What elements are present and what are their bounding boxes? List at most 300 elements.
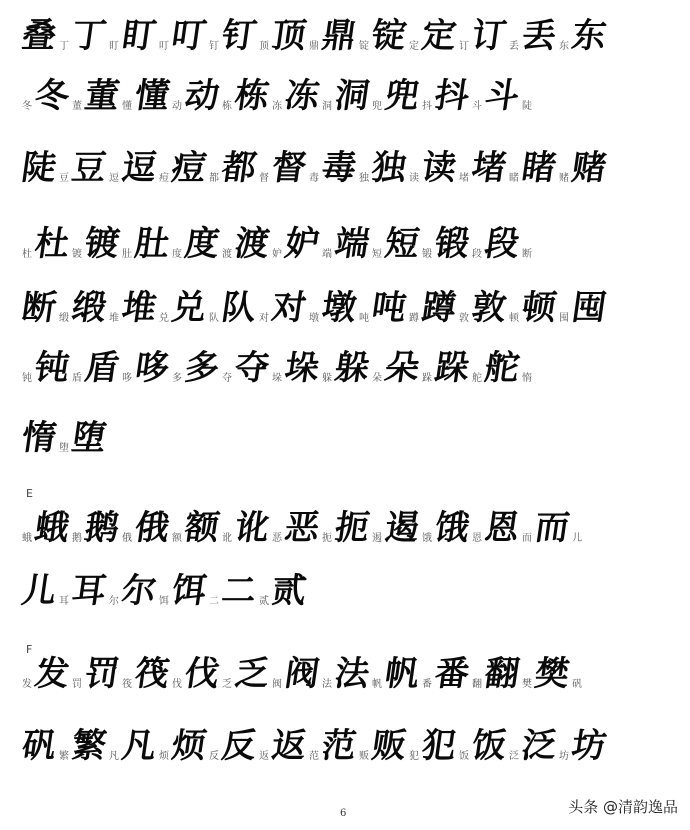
cursive-character: 蹲 xyxy=(419,288,458,328)
character-pair xyxy=(169,571,222,611)
character-pair xyxy=(382,508,435,548)
character-row xyxy=(19,288,682,328)
cursive-character: 发 xyxy=(32,654,71,694)
character-pair xyxy=(519,16,572,56)
character-pair xyxy=(482,224,535,264)
standard-character-label: 抖 xyxy=(422,101,432,112)
standard-character-label: 耳 xyxy=(59,596,69,607)
standard-character-label: 翻 xyxy=(472,679,482,690)
character-pair xyxy=(232,224,285,264)
page-number: 6 xyxy=(340,808,347,819)
character-pair xyxy=(132,654,185,694)
standard-character-label: 痘 xyxy=(159,173,169,184)
standard-character-label: 帆 xyxy=(372,679,382,690)
character-pair xyxy=(419,16,472,56)
character-row xyxy=(22,78,682,114)
cursive-character: 堵 xyxy=(469,148,508,188)
standard-character-label: 番 xyxy=(422,679,432,690)
cursive-character: 兜 xyxy=(382,76,421,116)
standard-character-label: 鹅 xyxy=(72,533,82,544)
cursive-character: 肚 xyxy=(132,224,171,264)
character-row xyxy=(19,418,682,458)
character-pair xyxy=(282,348,335,388)
standard-character-label: 栋 xyxy=(222,101,232,112)
cursive-character: 范 xyxy=(319,726,358,766)
cursive-character: 额 xyxy=(182,508,221,548)
standard-character-label: 俄 xyxy=(122,533,132,544)
cursive-character: 赌 xyxy=(569,148,608,188)
cursive-character: 耳 xyxy=(69,571,108,611)
character-pair xyxy=(382,76,435,116)
standard-character-label: 堕 xyxy=(59,443,69,454)
character-pair xyxy=(332,508,385,548)
character-pair xyxy=(469,16,522,56)
cursive-character: 东 xyxy=(569,16,608,56)
character-pair xyxy=(432,224,485,264)
standard-character-label: 二 xyxy=(209,596,219,607)
character-pair xyxy=(132,508,185,548)
cursive-character: 尔 xyxy=(119,571,158,611)
character-pair xyxy=(419,288,472,328)
standard-character-label: 顿 xyxy=(509,313,519,324)
cursive-character: 伐 xyxy=(182,654,221,694)
character-pair xyxy=(382,654,435,694)
character-pair xyxy=(332,224,385,264)
standard-character-label: 扼 xyxy=(322,533,332,544)
character-pair xyxy=(119,16,172,56)
cursive-character: 杜 xyxy=(32,224,71,264)
character-pair xyxy=(319,726,372,766)
watermark: 头条 @清韵逸品 xyxy=(564,794,682,819)
character-pair xyxy=(569,16,609,56)
standard-character-label: 阀 xyxy=(272,679,282,690)
standard-character-label: 朵 xyxy=(372,373,382,384)
standard-character-label: 罚 xyxy=(72,679,82,690)
cursive-character: 订 xyxy=(469,16,508,56)
character-pair xyxy=(69,16,122,56)
character-pair xyxy=(32,224,85,264)
character-pair xyxy=(119,726,172,766)
cursive-character: 哆 xyxy=(132,348,171,388)
character-pair xyxy=(269,288,322,328)
standard-character-label: 缎 xyxy=(59,313,69,324)
standard-character-label: 队 xyxy=(209,313,219,324)
character-pair xyxy=(82,76,135,116)
cursive-character: 帆 xyxy=(382,654,421,694)
character-pair xyxy=(182,508,235,548)
standard-character-label: 董 xyxy=(72,101,82,112)
standard-character-label: 儿 xyxy=(572,533,582,544)
cursive-character: 贰 xyxy=(269,571,308,611)
standard-character-label: 兜 xyxy=(372,101,382,112)
standard-character-label: 讹 xyxy=(222,533,232,544)
standard-character-label: 饵 xyxy=(159,596,169,607)
character-pair xyxy=(432,348,485,388)
cursive-character: 定 xyxy=(419,16,458,56)
character-pair xyxy=(169,16,222,56)
cursive-character: 段 xyxy=(482,224,521,264)
character-pair xyxy=(182,348,235,388)
character-pair xyxy=(282,654,335,694)
character-pair xyxy=(119,288,172,328)
cursive-character: 顿 xyxy=(519,288,558,328)
standard-character-label: 督 xyxy=(259,173,269,184)
cursive-character: 而 xyxy=(532,508,571,548)
cursive-character: 栋 xyxy=(232,76,271,116)
character-pair xyxy=(19,148,72,188)
character-pair xyxy=(269,571,309,611)
character-pair xyxy=(369,16,422,56)
cursive-character: 乏 xyxy=(232,654,271,694)
character-pair xyxy=(332,348,385,388)
cursive-character: 垛 xyxy=(282,348,321,388)
character-pair xyxy=(482,348,535,388)
standard-character-label: 镀 xyxy=(72,249,82,260)
cursive-character: 动 xyxy=(182,76,221,116)
character-pair xyxy=(69,418,109,458)
standard-character-label: 杜 xyxy=(22,249,32,260)
character-pair xyxy=(569,726,609,766)
standard-character-label: 冬 xyxy=(22,101,32,112)
cursive-character: 蛾 xyxy=(32,508,71,548)
cursive-character: 盯 xyxy=(119,16,158,56)
cursive-character: 儿 xyxy=(19,571,58,611)
standard-character-label: 跺 xyxy=(422,373,432,384)
standard-character-label: 端 xyxy=(322,249,332,260)
standard-character-label: 吨 xyxy=(359,313,369,324)
standard-character-label: 遏 xyxy=(372,533,382,544)
character-pair xyxy=(19,571,72,611)
standard-character-label: 贰 xyxy=(259,596,269,607)
standard-character-label: 法 xyxy=(322,679,332,690)
character-row xyxy=(22,350,682,386)
character-pair xyxy=(19,726,72,766)
character-row xyxy=(22,656,682,692)
standard-character-label: 伐 xyxy=(172,679,182,690)
character-pair xyxy=(332,76,385,116)
character-pair xyxy=(469,148,522,188)
character-pair xyxy=(269,148,322,188)
standard-character-label: 独 xyxy=(359,173,369,184)
cursive-character: 囤 xyxy=(569,288,608,328)
cursive-character: 对 xyxy=(269,288,308,328)
cursive-character: 懂 xyxy=(132,76,171,116)
cursive-character: 矾 xyxy=(19,726,58,766)
character-pair xyxy=(382,348,435,388)
cursive-character: 叠 xyxy=(19,16,58,56)
standard-character-label: 鼎 xyxy=(309,41,319,52)
character-pair xyxy=(232,508,285,548)
section-letter-e: E xyxy=(26,487,33,500)
character-pair xyxy=(519,148,572,188)
cursive-character: 董 xyxy=(82,76,121,116)
standard-character-label: 东 xyxy=(559,41,569,52)
standard-character-label: 凡 xyxy=(109,751,119,762)
standard-character-label: 妒 xyxy=(272,249,282,260)
character-pair xyxy=(269,726,322,766)
standard-character-label: 钝 xyxy=(22,373,32,384)
cursive-character: 跺 xyxy=(432,348,471,388)
character-pair xyxy=(32,348,85,388)
cursive-character: 冬 xyxy=(32,76,71,116)
standard-character-label: 发 xyxy=(22,679,32,690)
standard-character-label: 盾 xyxy=(72,373,82,384)
standard-character-label: 顶 xyxy=(259,41,269,52)
cursive-character: 舵 xyxy=(482,348,521,388)
cursive-character: 豆 xyxy=(69,148,108,188)
character-pair xyxy=(319,148,372,188)
cursive-character: 睹 xyxy=(519,148,558,188)
cursive-character: 躲 xyxy=(332,348,371,388)
standard-character-label: 钉 xyxy=(209,41,219,52)
standard-character-label: 对 xyxy=(259,313,269,324)
standard-character-label: 矾 xyxy=(572,679,582,690)
standard-character-label: 范 xyxy=(309,751,319,762)
character-pair xyxy=(532,654,585,694)
cursive-character: 断 xyxy=(19,288,58,328)
standard-character-label: 垛 xyxy=(272,373,282,384)
cursive-character: 法 xyxy=(332,654,371,694)
standard-character-label: 肚 xyxy=(122,249,132,260)
character-pair xyxy=(19,418,72,458)
cursive-character: 丢 xyxy=(519,16,558,56)
standard-character-label: 动 xyxy=(172,101,182,112)
cursive-character: 读 xyxy=(419,148,458,188)
standard-character-label: 犯 xyxy=(409,751,419,762)
standard-character-label: 多 xyxy=(172,373,182,384)
cursive-character: 吨 xyxy=(369,288,408,328)
character-pair xyxy=(169,726,222,766)
section-letter-f: F xyxy=(26,643,33,656)
standard-character-label: 堵 xyxy=(459,173,469,184)
character-pair xyxy=(319,16,372,56)
cursive-character: 饵 xyxy=(169,571,208,611)
standard-character-label: 敦 xyxy=(459,313,469,324)
character-row xyxy=(19,148,682,188)
character-pair xyxy=(82,508,135,548)
standard-character-label: 丢 xyxy=(509,41,519,52)
character-row xyxy=(19,16,682,56)
character-pair xyxy=(69,571,122,611)
character-pair xyxy=(219,288,272,328)
cursive-character: 墩 xyxy=(319,288,358,328)
standard-character-label: 度 xyxy=(172,249,182,260)
character-pair xyxy=(519,726,572,766)
character-pair xyxy=(82,348,135,388)
character-pair xyxy=(369,726,422,766)
cursive-character: 抖 xyxy=(432,76,471,116)
standard-character-label: 恶 xyxy=(272,533,282,544)
character-pair xyxy=(569,148,609,188)
cursive-character: 扼 xyxy=(332,508,371,548)
character-pair xyxy=(482,76,535,116)
cursive-character: 渡 xyxy=(232,224,271,264)
standard-character-label: 睹 xyxy=(509,173,519,184)
cursive-character: 都 xyxy=(219,148,258,188)
standard-character-label: 筏 xyxy=(122,679,132,690)
character-pair xyxy=(219,16,272,56)
standard-character-label: 贩 xyxy=(359,751,369,762)
cursive-character: 樊 xyxy=(532,654,571,694)
cursive-character: 二 xyxy=(219,571,258,611)
character-pair xyxy=(119,571,172,611)
cursive-character: 锭 xyxy=(369,16,408,56)
character-row xyxy=(22,510,682,546)
cursive-character: 堕 xyxy=(69,418,108,458)
standard-character-label: 丁 xyxy=(59,41,69,52)
standard-character-label: 豆 xyxy=(59,173,69,184)
cursive-character: 翻 xyxy=(482,654,521,694)
character-pair xyxy=(182,654,235,694)
standard-character-label: 段 xyxy=(472,249,482,260)
cursive-character: 毒 xyxy=(319,148,358,188)
character-pair xyxy=(569,288,609,328)
cursive-character: 独 xyxy=(369,148,408,188)
character-pair xyxy=(232,348,285,388)
standard-character-label: 反 xyxy=(209,751,219,762)
character-pair xyxy=(432,76,485,116)
cursive-character: 逗 xyxy=(119,148,158,188)
character-pair xyxy=(19,288,72,328)
cursive-character: 贩 xyxy=(369,726,408,766)
character-pair xyxy=(182,76,235,116)
cursive-character: 多 xyxy=(182,348,221,388)
character-pair xyxy=(469,726,522,766)
standard-character-label: 盯 xyxy=(109,41,119,52)
standard-character-label: 懂 xyxy=(122,101,132,112)
cursive-character: 阀 xyxy=(282,654,321,694)
cursive-character: 恶 xyxy=(282,508,321,548)
cursive-character: 凡 xyxy=(119,726,158,766)
cursive-character: 痘 xyxy=(169,148,208,188)
cursive-character: 犯 xyxy=(419,726,458,766)
cursive-character: 番 xyxy=(432,654,471,694)
character-pair xyxy=(169,148,222,188)
character-pair xyxy=(419,726,472,766)
cursive-character: 泛 xyxy=(519,726,558,766)
character-pair xyxy=(69,288,122,328)
cursive-character: 繁 xyxy=(69,726,108,766)
character-pair xyxy=(32,654,85,694)
character-pair xyxy=(182,224,235,264)
standard-character-label: 斗 xyxy=(472,101,482,112)
cursive-character: 短 xyxy=(382,224,421,264)
cursive-character: 饭 xyxy=(469,726,508,766)
cursive-character: 端 xyxy=(332,224,371,264)
standard-character-label: 堆 xyxy=(109,313,119,324)
character-pair xyxy=(232,76,285,116)
character-pair xyxy=(69,148,122,188)
standard-character-label: 恩 xyxy=(472,533,482,544)
cursive-character: 罚 xyxy=(82,654,121,694)
standard-character-label: 舵 xyxy=(472,373,482,384)
standard-character-label: 乏 xyxy=(222,679,232,690)
character-pair xyxy=(82,654,135,694)
character-pair xyxy=(382,224,435,264)
cursive-character: 盾 xyxy=(82,348,121,388)
standard-character-label: 惰 xyxy=(522,373,532,384)
character-pair xyxy=(32,508,85,548)
standard-character-label: 而 xyxy=(522,533,532,544)
cursive-character: 筏 xyxy=(132,654,171,694)
cursive-character: 锻 xyxy=(432,224,471,264)
cursive-character: 坊 xyxy=(569,726,608,766)
character-pair xyxy=(369,148,422,188)
standard-character-label: 陡 xyxy=(522,101,532,112)
cursive-character: 鹅 xyxy=(82,508,121,548)
character-pair xyxy=(169,288,222,328)
character-pair xyxy=(282,76,335,116)
standard-character-label: 毒 xyxy=(309,173,319,184)
standard-character-label: 返 xyxy=(259,751,269,762)
cursive-character: 俄 xyxy=(132,508,171,548)
cursive-character: 斗 xyxy=(482,76,521,116)
character-pair xyxy=(532,508,585,548)
cursive-character: 丁 xyxy=(69,16,108,56)
standard-character-label: 兑 xyxy=(159,313,169,324)
cursive-character: 镀 xyxy=(82,224,121,264)
cursive-character: 夺 xyxy=(232,348,271,388)
standard-character-label: 蹲 xyxy=(409,313,419,324)
character-pair xyxy=(519,288,572,328)
character-pair xyxy=(332,654,385,694)
cursive-character: 惰 xyxy=(19,418,58,458)
cursive-character: 鼎 xyxy=(319,16,358,56)
standard-character-label: 囤 xyxy=(559,313,569,324)
character-pair xyxy=(282,508,335,548)
character-pair xyxy=(219,148,272,188)
standard-character-label: 断 xyxy=(522,249,532,260)
character-pair xyxy=(482,508,535,548)
character-pair xyxy=(282,224,335,264)
cursive-character: 陡 xyxy=(19,148,58,188)
cursive-character: 妒 xyxy=(282,224,321,264)
cursive-character: 烦 xyxy=(169,726,208,766)
character-row xyxy=(22,226,682,262)
character-pair xyxy=(232,654,285,694)
cursive-character: 敦 xyxy=(469,288,508,328)
cursive-character: 钉 xyxy=(219,16,258,56)
character-pair xyxy=(219,571,272,611)
standard-character-label: 坊 xyxy=(559,751,569,762)
character-pair xyxy=(19,16,72,56)
character-pair xyxy=(69,726,122,766)
character-pair xyxy=(432,654,485,694)
cursive-character: 督 xyxy=(269,148,308,188)
cursive-character: 恩 xyxy=(482,508,521,548)
standard-character-label: 逗 xyxy=(109,173,119,184)
cursive-character: 遏 xyxy=(382,508,421,548)
cursive-character: 队 xyxy=(219,288,258,328)
character-pair xyxy=(482,654,535,694)
cursive-character: 度 xyxy=(182,224,221,264)
cursive-character: 洞 xyxy=(332,76,371,116)
cursive-character: 叮 xyxy=(169,16,208,56)
standard-character-label: 尔 xyxy=(109,596,119,607)
character-pair xyxy=(132,224,185,264)
character-pair xyxy=(469,288,522,328)
character-pair xyxy=(119,148,172,188)
character-pair xyxy=(32,76,85,116)
character-pair xyxy=(369,288,422,328)
standard-character-label: 订 xyxy=(459,41,469,52)
character-pair xyxy=(132,76,185,116)
standard-character-label: 额 xyxy=(172,533,182,544)
cursive-character: 返 xyxy=(269,726,308,766)
standard-character-label: 繁 xyxy=(59,751,69,762)
character-pair xyxy=(269,16,322,56)
cursive-character: 缎 xyxy=(69,288,108,328)
